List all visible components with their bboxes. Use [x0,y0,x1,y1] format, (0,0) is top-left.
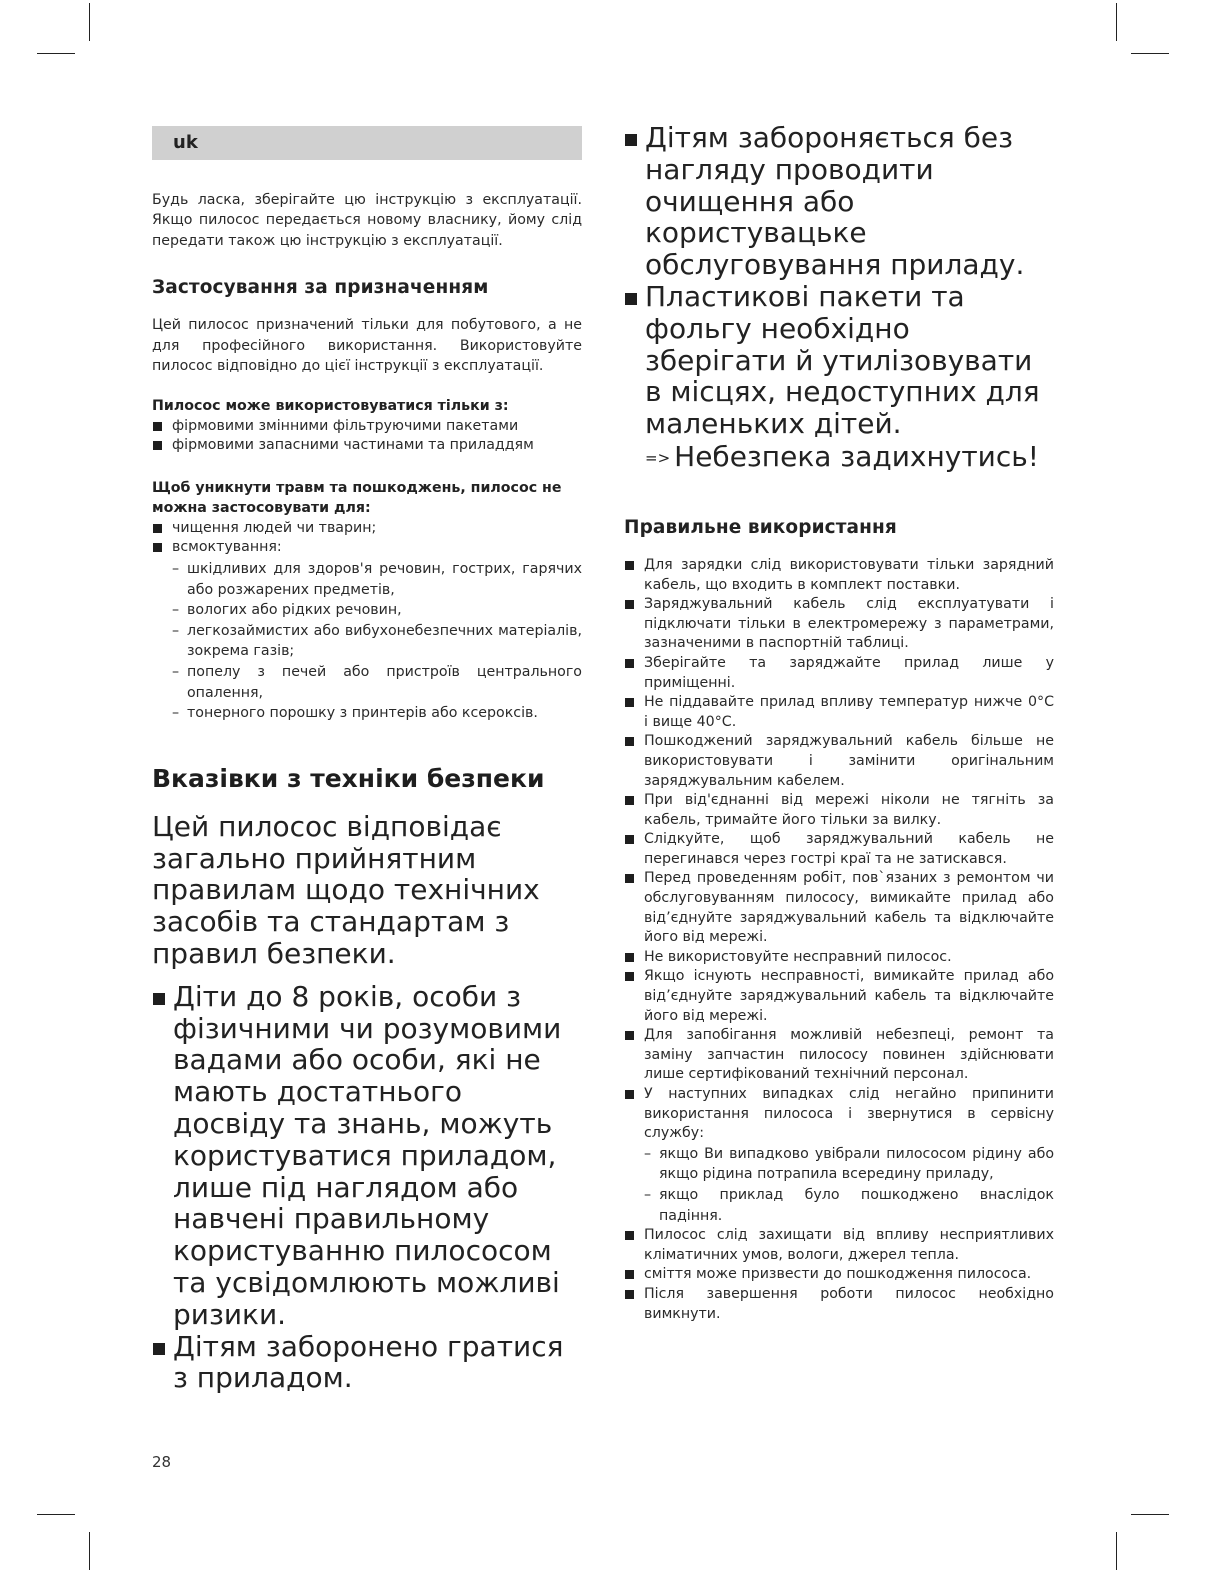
safety-list-left [152,981,582,1394]
list-item: сміття може призвести до пошкодження пилососа. [624,1265,1054,1285]
usage-text: Цей пилосос призначений тільки для побутового, а не для професійного використання. Використовуйте пилосос відповідно до цієї інструкції з експлуатації. [152,317,582,375]
list-item: Не використовуйте несправний пилосос. [624,948,1054,968]
list-item: Не піддавайте прилад впливу температур нижче 0°C і вище 40°C. [624,693,1054,732]
usage-heading: Застосування за призначенням [152,277,489,299]
list-item: Пилосос слід захищати від впливу несприятливих кліматичних умов, вологи, джерел тепла. [624,1226,1054,1265]
crop-mark [89,3,90,41]
list-item [624,1085,1054,1226]
safety-intro: Цей пилосос відповідає загально прийнятним правилам щодо технічних засобів та стандартам з правил безпеки. [152,809,540,970]
only-with-title: Пилосос може використовуватися тільки з: [152,398,509,415]
warning-text: Небезпека задихнутись! [674,439,1039,473]
list-item: Заряджувальний кабель слід експлуатувати і підключати тільки в електромережу з параметрами, зазначеними в паспортній таблиці. [624,595,1054,654]
intro-text: Будь ласка, зберігайте цю інструкцію з експлуатації. Якщо пилосос передається новому власнику, йому слід передати також цю інструкцію з експлуатації. [152,192,582,249]
list-item: – тонерного порошку з принтерів або ксероксів. [172,703,582,724]
list-item: – шкідливих для здоров'я речовин, гострих, гарячих або розжарених предметів, [172,559,582,600]
not-for-title: Щоб уникнути травм та пошкоджень, пилосос не можна застосовувати для: [152,480,562,517]
warning-line [624,440,1054,475]
service-cases-list [644,1144,1054,1226]
crop-mark [1116,1532,1117,1570]
safety-list-right [624,122,1054,440]
list-item: Пошкоджений заряджувальний кабель більше не використовувати і замінити оригінальним заряджувальним кабелем. [624,732,1054,791]
list-item: – легкозаймистих або вибухонебезпечних матеріалів, зокрема газів; [172,621,582,662]
list-item: – якщо Ви випадково увібрали пилососом рідину або якщо рідина потрапила всередину приладу, [644,1144,1054,1185]
crop-mark [89,1532,90,1570]
list-item-text: У наступних випадках слід негайно припинити використання пилососа і звернутися в сервісну службу: [644,1086,1054,1142]
list-item: Зберігайте та заряджайте прилад лише у приміщенні. [624,654,1054,693]
list-item: Слідкуйте, щоб заряджувальний кабель не перегинався через гострі краї та не затискався. [624,830,1054,869]
crop-mark [1131,1514,1169,1515]
list-item: Для зарядки слід використовувати тільки зарядний кабель, що входить в комплект поставки. [624,556,1054,595]
right-column [624,122,1054,1324]
list-item: Пластикові пакети та фольгу необхідно зберігати й утилізовувати в місцях, недоступних для маленьких дітей. [624,281,1054,440]
suction-list [172,559,582,724]
list-item: – попелу з печей або пристроїв центрального опалення, [172,662,582,703]
list-item: Для запобігання можливій небезпеці, ремонт та заміну запчастин пилососу повинен здійснювати лише сертифікований технічний персонал. [624,1026,1054,1085]
list-item [152,538,582,723]
proper-use-heading: Правильне використання [624,516,897,538]
list-item: – якщо приклад було пошкоджено внаслідок падіння. [644,1185,1054,1226]
list-item: Діти до 8 років, особи з фізичними чи розумовими вадами або особи, які не мають достатнього досвіду та знань, можуть користуватися приладом, лише під наглядом або навчені правильному користуванню пилососом та усвідомлюють можливі ризики. [152,981,582,1331]
list-item-text: всмоктування: [172,539,282,556]
list-item: Після завершення роботи пилосос необхідно вимкнути. [624,1285,1054,1324]
list-item: чищення людей чи тварин; [152,519,582,539]
list-item: При від'єднанні від мережі ніколи не тягніть за кабель, тримайте його тільки за вилку. [624,791,1054,830]
crop-mark [1131,53,1169,54]
list-item: фірмовими запасними частинами та приладдям [152,436,582,456]
crop-mark [37,1514,75,1515]
left-column [152,126,582,1394]
crop-mark [1116,3,1117,41]
list-item: – вологих або рідких речовин, [172,600,582,621]
list-item: Якщо існують несправності, вимикайте прилад або від’єднуйте заряджувальний кабель та відключайте його від мережі. [624,967,1054,1026]
proper-use-list [624,556,1054,1324]
safety-heading: Вказівки з техніки безпеки [152,763,545,793]
not-for-list [152,519,582,724]
only-with-list [152,417,582,456]
list-item: Дітям забороняється без нагляду проводити очищення або користувацьке обслуговування приладу. [624,122,1054,281]
page-number: 28 [152,1453,172,1471]
crop-mark [37,53,75,54]
list-item: Перед проведенням робіт, пов`язаних з ремонтом чи обслуговуванням пилососу, вимикайте прилад або від’єднуйте заряджувальний кабель та відключайте його від мережі. [624,869,1054,947]
list-item: фірмовими змінними фільтруючими пакетами [152,417,582,437]
list-item: Дітям заборонено гратися з приладом. [152,1331,582,1395]
language-bar: uk [152,126,582,160]
arrow-icon: => [645,448,671,467]
